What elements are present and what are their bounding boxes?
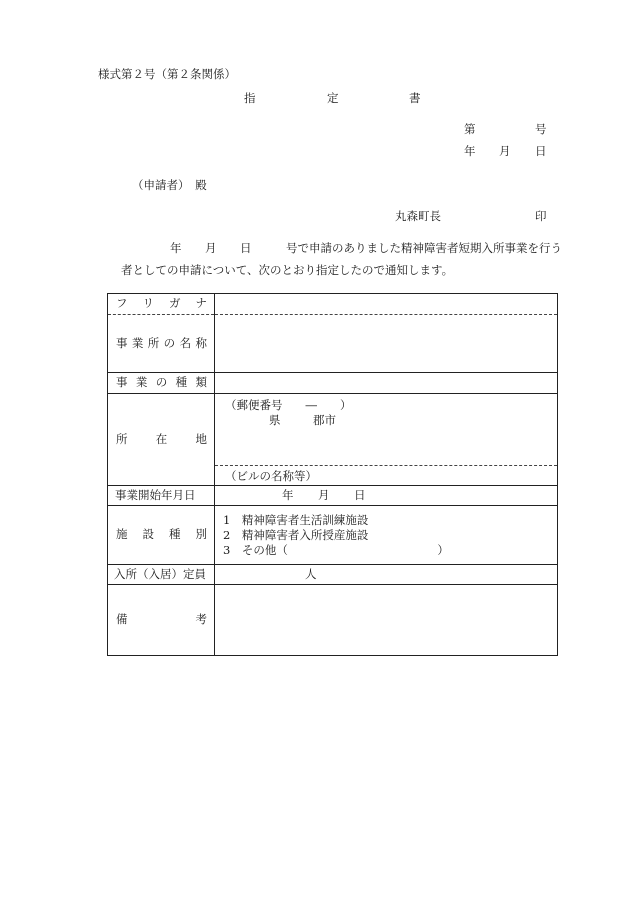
designation-table	[107, 293, 558, 656]
seal-mark: 印	[535, 209, 547, 223]
start-date-text: 事業開始年月日	[115, 487, 196, 502]
business-type-value[interactable]	[215, 373, 558, 394]
remarks-value[interactable]	[215, 585, 558, 656]
date-month: 月	[499, 144, 511, 158]
type-char: 種	[175, 375, 188, 390]
location-label	[108, 394, 215, 486]
date-day: 日	[535, 144, 547, 158]
postal-code: （郵便番号 ― ）	[225, 398, 352, 412]
capacity-unit: 人	[305, 566, 317, 581]
body-month: 月	[205, 241, 217, 255]
capacity-label	[108, 565, 215, 585]
title-char-2: 定	[327, 91, 339, 105]
form-number: 様式第２号（第２条関係）	[98, 67, 236, 81]
body-day: 日	[240, 241, 252, 255]
name-char: の	[163, 335, 176, 350]
facility-option-1[interactable]: 1 精神障害者生活訓練施設	[223, 513, 369, 527]
name-char: 所	[147, 335, 160, 350]
facility-type-label	[108, 506, 215, 565]
facility-option-2[interactable]: 2 精神障害者入所授産施設	[223, 528, 369, 542]
furigana-char: フ	[116, 296, 128, 311]
facility-char: 種	[169, 527, 181, 542]
business-type-label	[108, 373, 215, 394]
date-year: 年	[464, 144, 476, 158]
name-char: 業	[131, 335, 144, 350]
start-date-value[interactable]	[215, 486, 558, 506]
capacity-text: 入所（入居）定員	[114, 566, 206, 581]
facility-option-3[interactable]: 3 その他（ ）	[223, 543, 449, 557]
location-char: 所	[116, 431, 128, 446]
facility-char: 施	[116, 527, 128, 542]
doc-number-prefix: 第	[464, 122, 476, 136]
prefecture-label: 県	[269, 413, 281, 427]
furigana-char: ガ	[169, 296, 181, 311]
address-divider	[215, 465, 557, 466]
facility-name-value[interactable]	[215, 315, 558, 373]
applicant-line: （申請者） 殿	[132, 178, 207, 192]
type-char: 業	[135, 375, 148, 390]
furigana-char: リ	[142, 296, 154, 311]
furigana-value[interactable]	[215, 294, 558, 315]
facility-type-value[interactable]	[215, 506, 558, 565]
facility-char: 別	[195, 527, 207, 542]
start-year: 年	[282, 487, 294, 502]
remarks-label	[108, 585, 215, 656]
body-line2: 者としての申請について、次のとおり指定したので通知します。	[121, 263, 454, 277]
facility-char: 設	[142, 527, 154, 542]
remarks-char: 考	[195, 612, 207, 627]
furigana-char: ナ	[195, 296, 207, 311]
body-line1: 号で申請のありました精神障害者短期入所事業を行う	[286, 241, 562, 255]
body-year: 年	[170, 241, 182, 255]
issuer: 丸森町長	[395, 209, 441, 223]
location-char: 地	[195, 431, 207, 446]
remarks-char: 備	[116, 612, 128, 627]
building-name: （ビルの名称等）	[225, 469, 317, 483]
type-char: の	[155, 375, 168, 390]
name-char: 事	[116, 335, 128, 350]
facility-name-label	[108, 315, 215, 373]
location-char: 在	[155, 431, 168, 446]
doc-number-suffix: 号	[535, 122, 547, 136]
capacity-value[interactable]	[215, 565, 558, 585]
location-value[interactable]	[215, 394, 558, 486]
furigana-label	[108, 294, 215, 315]
title-char-3: 書	[409, 91, 421, 105]
name-char: 名	[179, 335, 192, 350]
start-day: 日	[354, 487, 366, 502]
city-label: 郡市	[313, 413, 336, 427]
start-date-label	[108, 486, 215, 506]
name-char: 称	[195, 335, 207, 350]
title-char-1: 指	[244, 91, 256, 105]
type-char: 事	[116, 375, 128, 390]
type-char: 類	[195, 375, 207, 390]
start-month: 月	[318, 487, 330, 502]
